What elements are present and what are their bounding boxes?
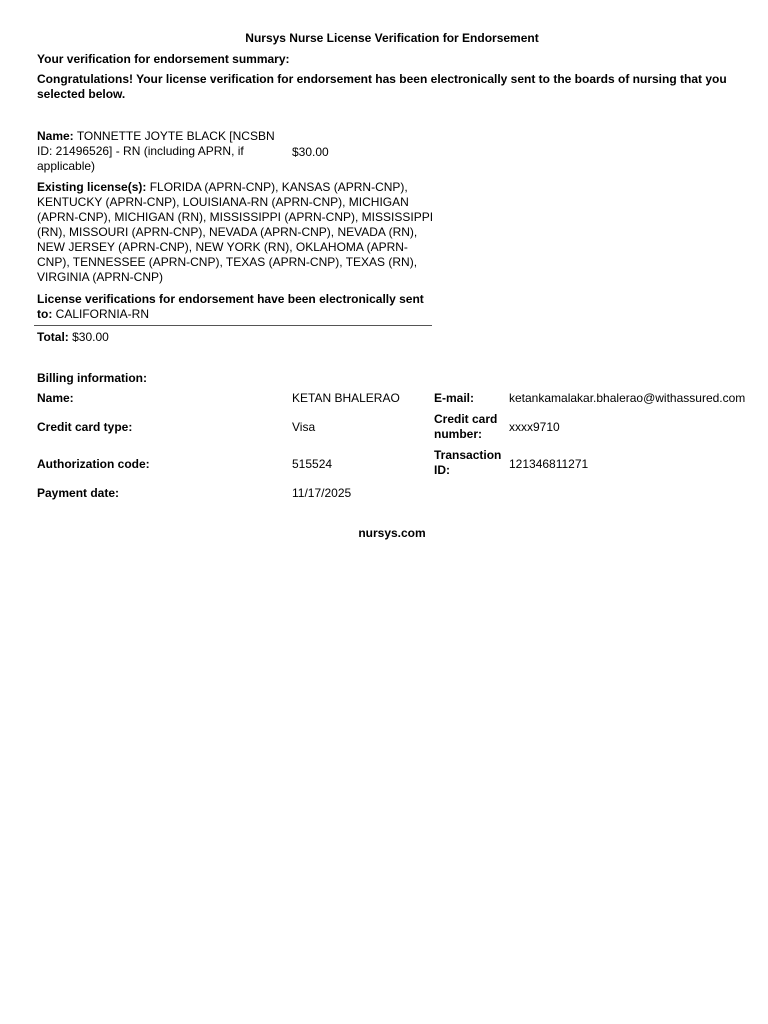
billing-heading: Billing information: (37, 371, 147, 385)
payment-date-value: 11/17/2025 (292, 486, 352, 500)
payment-date-label: Payment date: (37, 486, 120, 500)
email-value: ketankamalakar.bhalerao@withassured.com (509, 391, 746, 405)
sent-to-value: CALIFORNIA-RN (55, 307, 150, 321)
card-type-label: Credit card type: (37, 420, 133, 434)
congrats-message: Congratulations! Your license verification for endorsement has been electronically sent to the boards of nursing that you selected below. (37, 72, 727, 101)
existing-licenses-value: FLORIDA (APRN-CNP), KANSAS (APRN-CNP), KENTUCKY (APRN-CNP), LOUISIANA-RN (APRN-CNP), MICHIGAN (APRN-CNP), MICHIGAN (RN), MISSISSIPPI (APRN-CNP), MISSISSIPPI (RN), MISSOURI (APRN-CNP), NEVADA (APRN-CNP), NEVADA (RN), NEW JERSEY (APRN-CNP), NEW YORK (RN), OKLAHOMA (APRN-CNP), TENNESSEE (APRN-CNP), TEXAS (APRN-CNP), TEXAS (RN), VIRGINIA (APRN-CNP) (37, 180, 434, 284)
total-label: Total: (37, 330, 69, 344)
card-number-value: xxxx9710 (509, 420, 560, 434)
transaction-id-value: 121346811271 (509, 457, 589, 471)
summary-heading: Your verification for endorsement summary: (37, 52, 290, 66)
sent-to-label: License verifications for endorsement have been electronically sent to: (37, 292, 424, 321)
auth-code-label: Authorization code: (37, 457, 150, 471)
billing-name-value: KETAN BHALERAO (292, 391, 400, 405)
transaction-id-label: Transaction ID: (434, 448, 502, 477)
page-title: Nursys Nurse License Verification for Endorsement (245, 31, 539, 45)
order-fee: $30.00 (292, 145, 329, 159)
billing-name-label: Name: (37, 391, 74, 405)
nurse-name-block (37, 129, 287, 174)
email-label: E-mail: (434, 391, 475, 405)
total-value: $30.00 (72, 330, 109, 344)
card-type-value: Visa (292, 420, 316, 434)
nurse-name-label: Name: (37, 129, 74, 143)
card-number-label: Credit card number: (434, 412, 498, 441)
sent-to (37, 292, 432, 322)
existing-licenses (37, 180, 435, 285)
footer-site: nursys.com (358, 526, 426, 540)
total-divider (34, 325, 432, 326)
nurse-name-value: TONNETTE JOYTE BLACK [NCSBN ID: 21496526] - RN (including APRN, if applicable) (37, 129, 275, 173)
auth-code-value: 515524 (292, 457, 333, 471)
order-total (37, 330, 109, 345)
existing-licenses-label: Existing license(s): (37, 180, 147, 194)
